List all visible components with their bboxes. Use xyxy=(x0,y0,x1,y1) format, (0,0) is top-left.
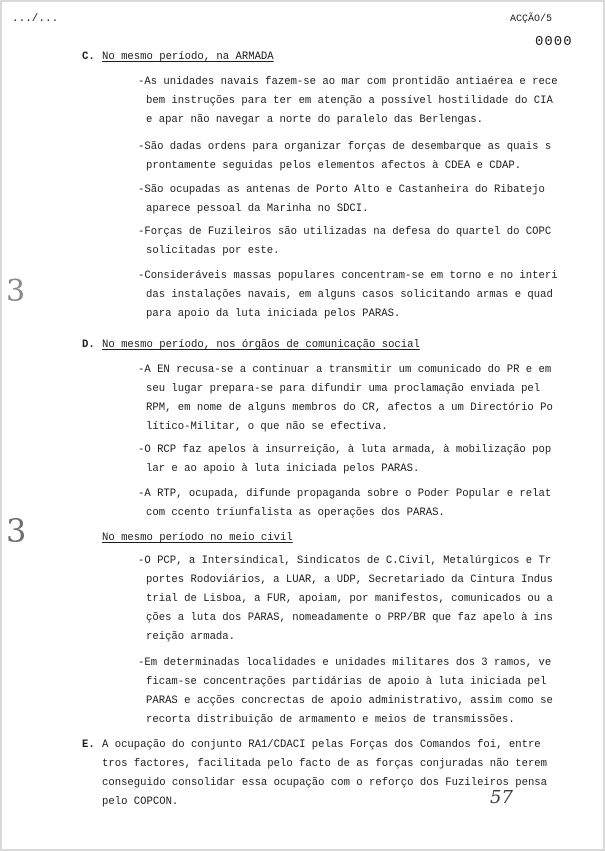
section-e-line2: tros factores, facilitada pelo facto de as forças conjuradas não terem xyxy=(102,758,548,770)
section-civil-p1-line1: -O PCP, a Intersindical, Sindicatos de C.Civil, Metalúrgicos e Tr xyxy=(138,555,552,567)
section-civil-p2-line4: recorta distribuição de armamento e meios de transmissões. xyxy=(146,714,515,726)
section-c-label: C. xyxy=(82,51,95,63)
section-civil-p2-line3: PARAS e acções concrectas de apoio administrativo, assim como se xyxy=(146,695,553,707)
section-civil-p1-line4: ções a luta dos PARAS, nomeadamente o PRP/BR que faz apelo à ins xyxy=(146,612,553,624)
section-e-line4: pelo COPCON. xyxy=(102,796,179,808)
section-d-p1-line1: -A EN recusa-se a continuar a transmitir um comunicado do PR e em xyxy=(138,364,552,376)
section-d-p1-line3: RPM, em nome de alguns membros do CR, afectos a um Directório Po xyxy=(146,402,553,414)
section-c-p1-line1: -As unidades navais fazem-se ao mar com prontidão antiaérea e rece xyxy=(138,76,558,88)
handwritten-margin-mark-upper: 3 xyxy=(6,274,26,309)
section-c-p5-line3: para apoio da luta iniciada pelos PARAS. xyxy=(146,308,401,320)
document-reference: ACÇÃO/5 xyxy=(510,14,553,25)
section-d-p1-line4: lítico-Militar, o que não se efectiva. xyxy=(146,421,388,433)
section-c-p2-line2: prontamente seguidas pelos elementos afectos à CDEA e CDAP. xyxy=(146,160,522,172)
section-c-p4-line2: solicitadas por este. xyxy=(146,245,280,257)
section-c-p3-line2: aparece pessoal da Marinha no SDCI. xyxy=(146,203,369,215)
continuation-mark: .../... xyxy=(12,13,59,25)
section-d-p2-line1: -O RCP faz apelos à insurreição, à luta armada, à mobilização pop xyxy=(138,444,552,456)
section-c-p1-line2: bem instruções para ter em atenção a possível hostilidade do CIA xyxy=(146,95,553,107)
section-civil-p1-line2: portes Rodoviários, a LUAR, a UDP, Secretariado da Cintura Indus xyxy=(146,574,553,586)
section-d-p3-line1: -A RTP, ocupada, difunde propaganda sobre o Poder Popular e relat xyxy=(138,488,552,500)
page-number: 0000 xyxy=(535,34,573,50)
section-c-p3-line1: -São ocupadas as antenas de Porto Alto e Castanheira do Ribatejo xyxy=(138,184,545,196)
section-civil-p1-line5: reição armada. xyxy=(146,631,236,643)
section-d-p3-line2: com ccento triunfalista as operações dos PARAS. xyxy=(146,507,445,519)
section-civil-title: No mesmo período no meio civil xyxy=(102,532,293,544)
section-e-line3: conseguido consolidar essa ocupação com o reforço dos Fuzileiros pensa xyxy=(102,777,548,789)
section-civil-p1-line3: trial de Lisboa, a FUR, apoiam, por manifestos, comunicados ou a xyxy=(146,593,553,605)
section-civil-p2-line2: ficam-se concentrações partidárias de apoio à luta iniciada pel xyxy=(146,676,547,688)
section-c-title: No mesmo período, na ARMADA xyxy=(102,51,274,63)
section-d-title: No mesmo período, nos órgãos de comunicação social xyxy=(102,339,420,351)
section-e-label: E. xyxy=(82,739,95,751)
section-c-p1-line3: e apar não navegar a norte do paralelo das Berlengas. xyxy=(146,114,483,126)
handwritten-margin-mark-lower: 3 xyxy=(6,512,27,550)
section-c-p5-line1: -Consideráveis massas populares concentram-se em torno e no interi xyxy=(138,270,558,282)
handwritten-page-mark: 57 xyxy=(490,787,513,808)
section-d-label: D. xyxy=(82,339,95,351)
section-civil-p2-line1: -Em determinadas localidades e unidades militares dos 3 ramos, ve xyxy=(138,657,552,669)
section-c-p4-line1: -Forças de Fuzileiros são utilizadas na defesa do quartel do COPC xyxy=(138,226,552,238)
section-c-p2-line1: -São dadas ordens para organizar forças de desembarque as quais s xyxy=(138,141,552,153)
section-e-line1: A ocupação do conjunto RA1/CDACI pelas Forças dos Comandos foi, entre xyxy=(102,739,541,751)
section-d-p1-line2: seu lugar prepara-se para difundir uma proclamação enviada pel xyxy=(146,383,541,395)
section-c-p5-line2: das instalações navais, em alguns casos solicitando armas e quad xyxy=(146,289,553,301)
section-d-p2-line2: lar e ao apoio à luta iniciada pelos PARAS. xyxy=(146,463,420,475)
